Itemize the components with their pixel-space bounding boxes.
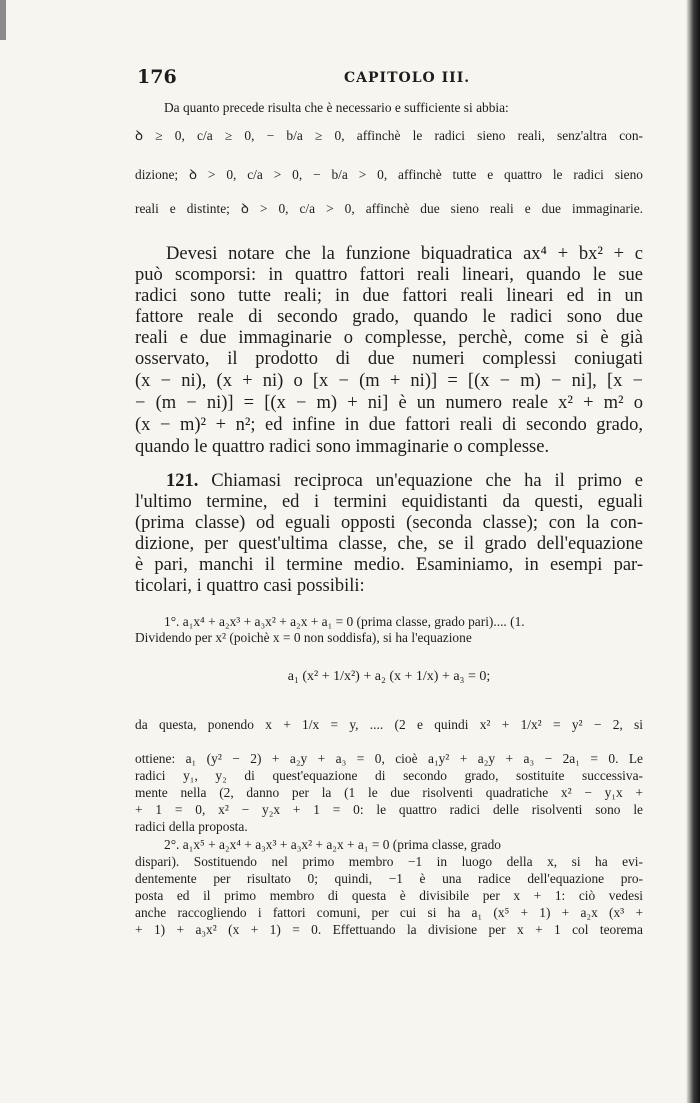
- text-line: radici sono tutte reali; in due fattori reali lineari ed in un: [135, 286, 643, 306]
- text-line: reali e due immaginarie o complesse, perchè, come si è già: [135, 328, 643, 348]
- text-line: ꝺ ≥ 0, c/a ≥ 0, − b/a ≥ 0, affinchè le radici sieno reali, senz'altra con-: [135, 128, 643, 143]
- text-line: può scomporsi: in quattro fattori reali lineari, quando le sue: [135, 265, 643, 285]
- text-line: + 1 = 0, x² − y₂x + 1 = 0: le quattro radici delle risolventi sono le: [135, 802, 643, 817]
- text-line: dentemente per risultato 0; quindi, −1 è una radice dell'equazione pro-: [135, 871, 643, 886]
- display-equation: a₁ (x² + 1/x²) + a₂ (x + 1/x) + a₃ = 0;: [287, 669, 491, 684]
- text-line: Chiamasi reciproca un'equazione che ha il primo e: [211, 471, 644, 491]
- text-line: (x − m)² + n²; ed infine in due fattori reali di secondo grado,: [135, 415, 643, 435]
- text-line: quando le quattro radici sono immaginarie o complesse.: [135, 437, 550, 457]
- page-number: 176: [137, 66, 177, 88]
- text-line: osservato, il prodotto di due numeri complessi coniugati: [135, 349, 643, 369]
- text-line: è pari, manchi il termine medio. Esaminiamo, in esempi par-: [135, 555, 643, 575]
- text-line: Da quanto precede risulta che è necessario e sufficiente si abbia:: [164, 100, 509, 115]
- chapter-title: CAPITOLO III.: [344, 70, 471, 86]
- text-line: dizione; ꝺ > 0, c/a > 0, − b/a > 0, affinchè tutte e quattro le radici sieno: [135, 167, 643, 182]
- text-line: anche raccogliendo i fattori comuni, per cui si ha a₁ (x⁵ + 1) + a₂x (x³ +: [135, 905, 643, 920]
- book-spine-shadow: [686, 0, 700, 1103]
- text-line: posta ed il primo membro di questa è divisibile per x + 1: ciò vedesi: [135, 888, 643, 903]
- text-line: ticolari, i quattro casi possibili:: [135, 576, 365, 596]
- text-line: 2°. a₁x⁵ + a₂x⁴ + a₃x³ + a₃x² + a₂x + a₁ = 0 (prima classe, grado: [164, 837, 501, 852]
- text-line: ottiene: a₁ (y² − 2) + a₂y + a₃ = 0, cioè a₁y² + a₂y + a₃ − 2a₁ = 0. Le: [135, 751, 643, 766]
- text-line: fattore reale di secondo grado, quando le radici sono due: [135, 307, 643, 327]
- text-line: mente nella (2, danno per la (1 le due risolventi quadratiche x² − y₁x +: [135, 785, 643, 800]
- text-line: − (m − ni)] = [(x − m) + ni] è un numero reale x² + m² o: [135, 393, 643, 413]
- text-line: Dividendo per x² (poichè x = 0 non soddisfa), si ha l'equazione: [135, 630, 472, 645]
- page-corner-mark: [0, 0, 6, 40]
- text-line: dizione, per quest'ultima classe, che, se il grado dell'equazione: [135, 534, 643, 554]
- text-line: (x − ni), (x + ni) o [x − (m + ni)] = [(x − m) − ni], [x −: [135, 371, 643, 391]
- text-line: l'ultimo termine, ed i termini equidistanti da questi, eguali: [135, 492, 643, 512]
- text-line: radici y₁, y₂ di quest'equazione di secondo grado, sostituite successiva-: [135, 768, 643, 783]
- section-121-first-line: [166, 471, 643, 492]
- text-line: (prima classe) od eguali opposti (seconda classe); con la con-: [135, 513, 643, 533]
- text-line: 1°. a₁x⁴ + a₂x³ + a₃x² + a₂x + a₁ = 0 (prima classe, grado pari).... (1.: [164, 614, 525, 629]
- text-line: radici della proposta.: [135, 819, 248, 834]
- section-number: 121.: [166, 471, 199, 491]
- text-line: da questa, ponendo x + 1/x = y, .... (2 e quindi x² + 1/x² = y² − 2, si: [135, 717, 643, 732]
- text-line: reali e distinte; ꝺ > 0, c/a > 0, affinchè due sieno reali e due immaginarie.: [135, 201, 643, 216]
- text-line: + 1) + a₃x² (x + 1) = 0. Effettuando la divisione per x + 1 col teorema: [135, 922, 643, 937]
- text-line: Devesi notare che la funzione biquadratica ax⁴ + bx² + c: [166, 244, 643, 264]
- text-line: dispari). Sostituendo nel primo membro −1 in luogo della x, si ha evi-: [135, 854, 643, 869]
